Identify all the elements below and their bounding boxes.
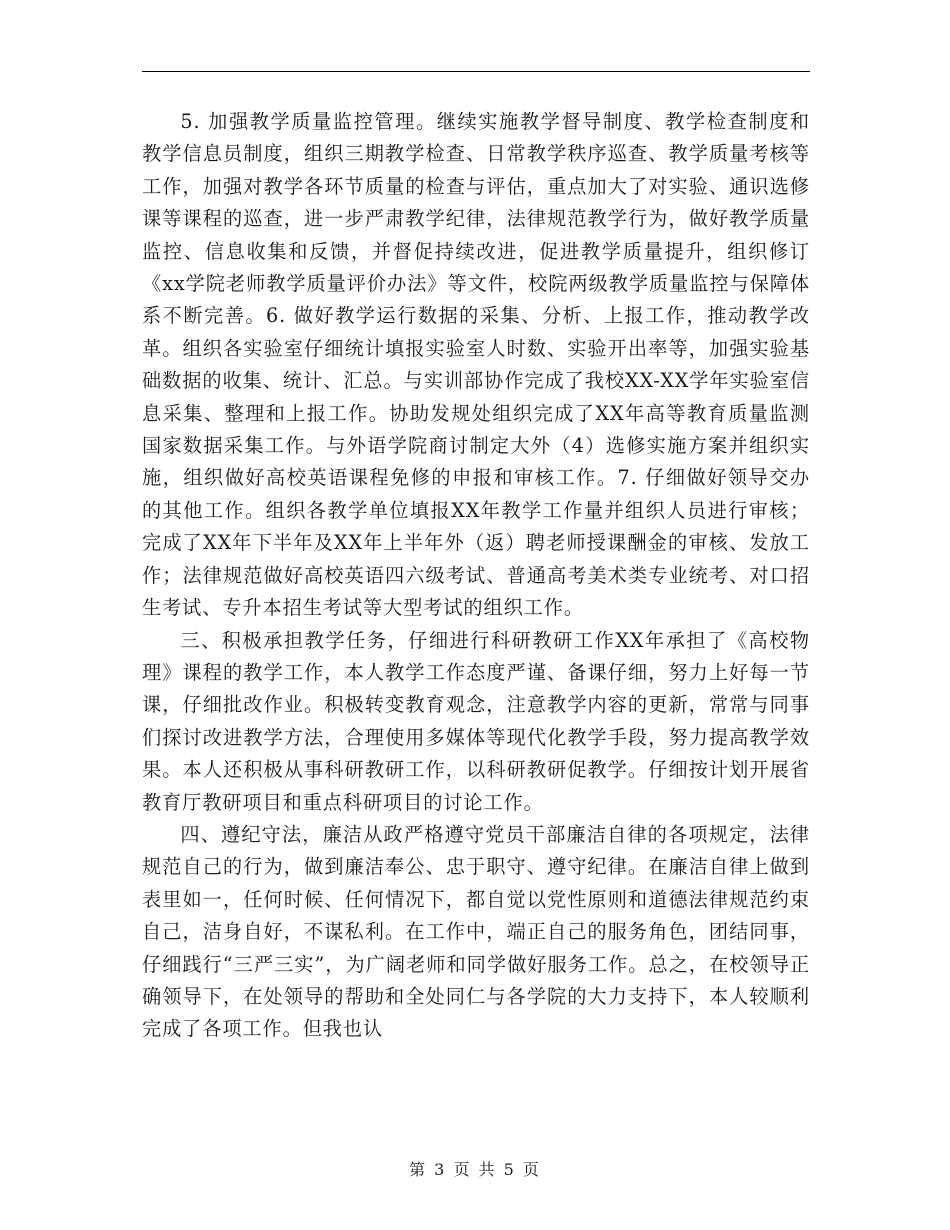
- page-footer: 第 3 页 共 5 页: [409, 1160, 541, 1179]
- paragraph-teaching-quality: 5. 加强教学质量监控管理。继续实施教学督导制度、教学检查制度和教学信息员制度，组织三期教学检查、日常教学秩序巡查、教学质量考核等工作，加强对教学各环节质量的检查与评估，重点加大了对实验、通识选修课等课程的巡查，进一步严肃教学纪律，法律规范教学行为，做好教学质量监控、信息收集和反馈，并督促持续改进，促进教学质量提升，组织修订《xx学院老师教学质量评价办法》等文件，校院两级教学质量监控与保障体系不断完善。6. 做好教学运行数据的采集、分析、上报工作，推动教学改革。组织各实验室仔细统计填报实验室人时数、实验开出率等，加强实验基础数据的收集、统计、汇总。与实训部协作完成了我校XX-XX学年实验室信息采集、整理和上报工作。协助发规处组织完成了XX年高等教育质量监测国家数据采集工作。与外语学院商讨制定大外（4）选修实施方案并组织实施，组织做好高校英语课程免修的申报和审核工作。7. 仔细做好领导交办的其他工作。组织各教学单位填报XX年教学工作量并组织人员进行审核；完成了XX年下半年及XX年上半年外（返）聘老师授课酬金的审核、发放工作；法律规范做好高校英语四六级考试、普通高考美术类专业统考、对口招生考试、专升本招生考试等大型考试的组织工作。: [142, 110, 810, 620]
- document-body: [142, 106, 810, 1046]
- paragraph-discipline: 四、遵纪守法，廉洁从政严格遵守党员干部廉洁自律的各项规定，法律规范自己的行为，做到廉洁奉公、忠于职守、遵守纪律。在廉洁自律上做到表里如一，任何时候、任何情况下，都自觉以党性原则和道德法律规范约束自己，洁身自好，不谋私利。在工作中，端正自己的服务角色，团结同事，仔细践行“三严三实”，为广阔老师和同学做好服务工作。总之，在校领导正确领导下，在处领导的帮助和全处同仁与各学院的大力支持下，本人较顺利完成了各项工作。但我也认: [142, 822, 810, 1041]
- paragraph-teaching-research: 三、积极承担教学任务，仔细进行科研教研工作XX年承担了《高校物理》课程的教学工作，本人教学工作态度严谨、备课仔细，努力上好每一节课，仔细批改作业。积极转变教育观念，注意教学内容的更新，常常与同事们探讨改进教学方法，合理使用多媒体等现代化教学手段，努力提高教学效果。本人还积极从事科研教研工作，以科研教研促教学。仔细按计划开展省教育厅教研项目和重点科研项目的讨论工作。: [142, 628, 810, 814]
- header-rule: [142, 71, 810, 72]
